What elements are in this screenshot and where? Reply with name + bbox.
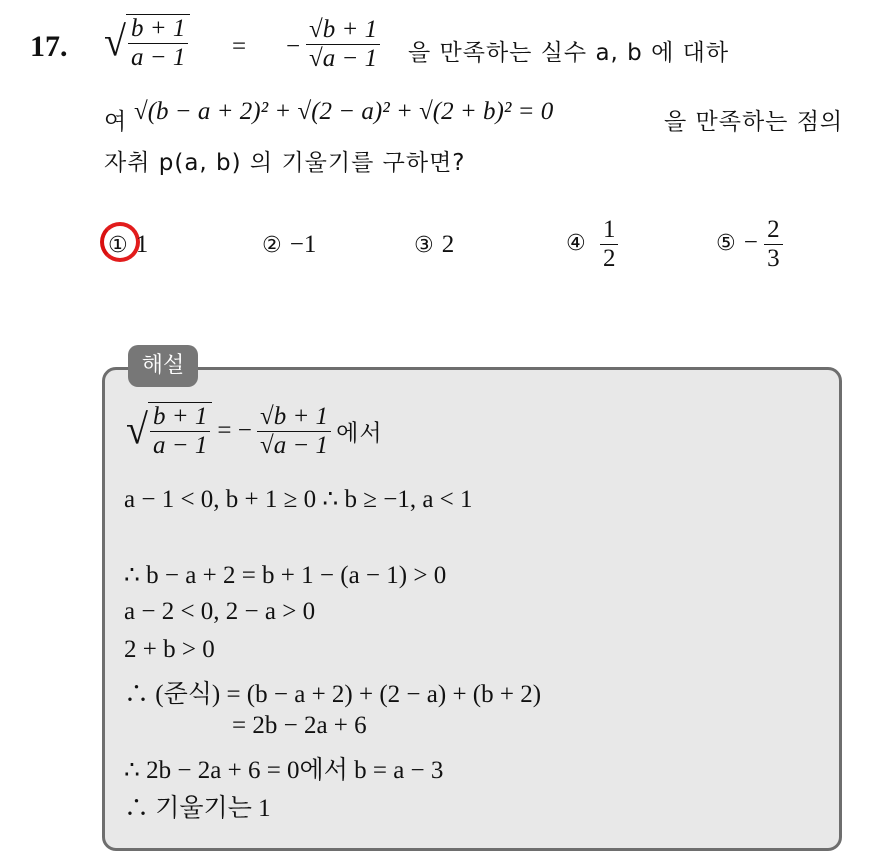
choice-5-numerator: 2	[764, 216, 783, 245]
sol-equals: = −	[217, 417, 252, 444]
lhs-numerator: b + 1	[128, 15, 188, 44]
choice-3-symbol: ③	[414, 233, 434, 258]
line1-tail: 을 만족하는 실수 a, b 에 대하	[408, 40, 730, 66]
condition-equals: =	[232, 33, 247, 60]
choice-1-value: 1	[135, 231, 149, 258]
solution-tag: 해설	[128, 345, 198, 387]
line2-start: 여	[104, 109, 128, 135]
condition-lhs	[104, 14, 190, 72]
solution-line-3: ∴ b − a + 2 = b + 1 − (a − 1) > 0	[124, 562, 447, 589]
solution-line-6: ∴ (준식) = (b − a + 2) + (2 − a) + (b + 2)	[124, 681, 542, 708]
question-number: 17.	[30, 30, 68, 63]
lhs-sqrt	[104, 14, 190, 72]
choice-4-denominator: 2	[602, 245, 616, 272]
line3: 자취 p(a, b) 의 기울기를 구하면?	[104, 150, 466, 176]
line2-tail: 을 만족하는 점의	[664, 109, 844, 135]
sol-lhs-numerator: b + 1	[150, 403, 210, 432]
solution-line-4: a − 2 < 0, 2 − a > 0	[124, 598, 316, 625]
solution-line-1	[126, 402, 383, 460]
sol-line-1-tail: 에서	[336, 420, 383, 447]
choice-4-symbol: ④	[566, 231, 586, 257]
solution-line-9: ∴ 기울기는 1	[124, 795, 271, 822]
choice-2[interactable]	[262, 231, 316, 259]
line2-expression: √(b − a + 2)² + √(2 − a)² + √(2 + b)² = 0	[134, 98, 554, 125]
solution-line-7: = 2b − 2a + 6	[232, 712, 367, 739]
choice-4-numerator: 1	[600, 216, 619, 245]
sol-lhs-sqrt	[126, 402, 212, 460]
choice-1-symbol: ①	[108, 233, 128, 258]
solution-line-8: ∴ 2b − 2a + 6 = 0에서 b = a − 3	[124, 757, 444, 784]
radical-sign: √	[104, 17, 126, 66]
choice-5-symbol: ⑤	[716, 231, 736, 257]
choice-1[interactable]	[108, 231, 148, 259]
rhs-denominator: √a − 1	[309, 45, 378, 72]
solution-line-2: a − 1 < 0, b + 1 ≥ 0 ∴ b ≥ −1, a < 1	[124, 486, 473, 513]
condition-rhs	[306, 16, 380, 73]
sol-lhs-denominator: a − 1	[152, 432, 208, 459]
choice-3[interactable]	[414, 231, 454, 259]
rhs-numerator: √b + 1	[306, 16, 380, 45]
choice-4[interactable]	[566, 216, 618, 273]
choice-5-sign: −	[743, 229, 758, 257]
choice-5[interactable]	[716, 216, 783, 273]
choice-3-value: 2	[441, 231, 455, 258]
choice-5-denominator: 3	[767, 245, 780, 272]
choice-2-value: −1	[289, 231, 317, 258]
solution-line-5: 2 + b > 0	[124, 636, 215, 663]
lhs-fraction	[128, 15, 188, 72]
condition-rhs-sign: −	[286, 33, 301, 60]
lhs-denominator: a − 1	[130, 44, 186, 71]
sol-radical-sign: √	[126, 405, 148, 454]
sol-rhs-numerator: √b + 1	[257, 403, 331, 432]
choice-2-symbol: ②	[262, 233, 282, 258]
sol-rhs-denominator: √a − 1	[259, 431, 329, 459]
